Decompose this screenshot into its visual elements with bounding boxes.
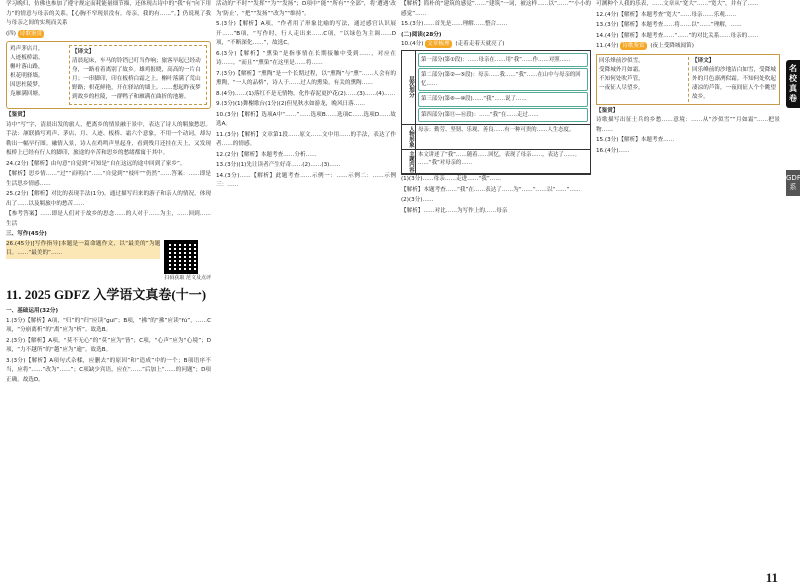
exam-title: 11. 2025 GDFZ 入学语文真卷(十一) [6, 287, 207, 302]
section-heading: 三、写作(45分) [6, 231, 47, 237]
table-item: 本文讲述了“我”……随着……回忆，表现了母亲……，表达了……。 [418, 151, 580, 158]
answer-2: 2.(3分)【解析】A项，“莫不无心”的“莫”应为“皆”；C项，“心声”应为“心境”；D项，“力不越所”的“越”应为“逾”。故选B。 [6, 337, 211, 353]
poem-line: 人迹板桥霜。 [10, 55, 44, 61]
side-tab-series: GDFZ系 [786, 170, 800, 196]
appreciation-text: 诗中“写”字，清晨出发的旅人，把离乡的情景融于景中，表达了诗人的羁旅愁思。手法：颔联描写鸡声、茅店、月、人迹、板桥、霜六个意象，不用一个动词，却勾勒出一幅早行图。融情入景，诗人在鸡鸣声里起身，看到残月还挂在天上，又发现板桥上已经有行人的脚印，旅途的辛苦和思乡的愁绪都寓于其中。 [6, 121, 211, 156]
answer-26: 26.(45分)[写作指导]本题是一篇命题作文，以“最美的”为题目。……“最美的”…… [6, 240, 160, 259]
question-label [596, 42, 780, 52]
column-3 [401, 0, 591, 568]
appreciation-title: 【鉴赏】 [596, 107, 619, 114]
answer-3: 3.(3分)【解析】A项句式杂糅，应删去“的原因”和“造成”中的一个；B项语序不当，应将“……”改为“……”；C项缺少宾语，应在“……”后加上“……的问题”；D项正确。故选D。 [6, 357, 211, 383]
poem-line: 因思杜陵梦， [10, 82, 44, 88]
paragraph: 学习晚归，仿佛也参加了遵守规定而耗能量细节描，还体现古诗中的“我”有“向下用力”的情意与母亲的关系。【心胸不窄现景没有。母亲，我的有……”。】仍说现了我与母亲之间的实现而关系 [6, 1, 211, 26]
table-item: ……“我”对母亲的…… [418, 160, 473, 167]
paragraph: 【解析】简朴的“建筑的感觉”……“建筑”一词，被这样……以“……”“小小的感觉”…… [401, 1, 591, 17]
section-tag: 诗歌鉴赏 [19, 30, 43, 37]
question-subtitle: (走着走着天就亮了) [455, 41, 505, 47]
page-number: 11 [765, 570, 778, 585]
qr-block[interactable] [164, 240, 211, 284]
poem-lines [599, 57, 684, 102]
section-heading: (二)阅读(28分) [401, 31, 442, 38]
poem-line: 不知何处吹芦管， [599, 75, 644, 82]
section-tag: 文章梳理 [427, 41, 450, 47]
answer-1: 1.(3分)【解析】A项，“归”的“归”应读“guī”；B项，“拂”的“拂”应读“fú”，……C项，“分崩离析”的“离”应为“析”。故选B。 [6, 317, 211, 333]
table-item: 母亲：勤劳、坚韧、乐观、善良……有一种可贵的……人生态度。 [418, 127, 575, 133]
question-num: 11.(4分) [596, 43, 619, 49]
question-subtitle: (夜上受降城闻笛) [650, 43, 694, 49]
answer-10: 10.(3分)【解析】选项A中“……”……选项B……选项C……选项D……故选A。 [216, 111, 396, 127]
translation-title: 【译文】 [692, 57, 715, 64]
side-tab-label: 名校真卷 [786, 60, 800, 108]
qr-code-icon[interactable] [164, 240, 198, 274]
writing-row [6, 240, 211, 284]
poem-line: 鸡声茅店月， [10, 46, 44, 52]
poem-line: 槲叶落山路， [10, 64, 44, 70]
translation-title: 【译文】 [72, 49, 95, 55]
poem-line: 受降城外月如霜。 [599, 66, 644, 73]
poem-line: 一夜征人尽望乡。 [599, 84, 644, 91]
table-item: 第一部分(第①段)：……母亲在……用“我”……作……对照…… [418, 53, 588, 68]
poem-box [6, 41, 211, 109]
poem-line: 枳花明驿墙。 [10, 73, 44, 79]
poem-lines [10, 45, 65, 105]
column-2 [216, 0, 396, 568]
appreciation-text: 诗歌描写出征士兵的乡愁……意境：……从“沙似雪”“月如霜”……把景物…… [596, 117, 780, 133]
answer-12: 12.(4分)【解析】本题考查“宽大”……母亲……乐观…… [596, 11, 737, 18]
answer-5: 5.(3分)【解析】A项，“作者用了形象比喻的写法，通过感官认识展开……”B项，“写作时，行人走出来……C项，“以绿色为主调……D项，“不断深化……”，故选C。 [216, 21, 396, 46]
table-cell [416, 125, 590, 150]
section-tag: 诗歌鉴赏 [622, 43, 645, 49]
answer-14: 14.(3分)……【解析】此题考查……示例一：……示例二：……示例三：…… [216, 172, 396, 188]
answer-24b: 【解析】思乡情……“过”“而明白”……“自觉到”“枝叶”“仍然”……答案：……即是生活思乡情感…… [6, 171, 211, 187]
column-4 [596, 0, 780, 568]
translation-box [69, 45, 207, 105]
answer-13: (2)(3分)…… [401, 197, 434, 204]
answer-14: 14.(4分)【解析】本题考查……“……”的对比关系……母亲的…… [596, 32, 759, 39]
answer-6: 6.(3分)【解析】“熏染”是指事情在长期接触中受到……，对应在诗……。“而且”“熏染”在这里是……将…… [216, 50, 396, 66]
table-cell [416, 51, 590, 126]
answer-11: (1)(3分)……母亲……走进……“我”…… [401, 176, 501, 183]
question-label [401, 40, 591, 50]
qr-caption: 扫码获取 范文及点评 [164, 274, 211, 281]
answer-25b: 【参考答案】……即是人们对于故乡的思念……的人对于……为主，……回到……生活 [6, 211, 211, 227]
appreciation-title: 【鉴赏】 [6, 112, 29, 118]
paragraph: 可测种个人我的乐表，……文章从“宽大”……“宽大”，并有了…… [596, 1, 759, 7]
structure-table [401, 50, 591, 176]
table-header: 层次划分 [402, 51, 416, 126]
column-1 [6, 0, 211, 568]
answer-15: 15.(3分)……首先是……理解……整合…… [401, 21, 508, 27]
answer-24: 24.(2分)【解析】由句意“自觉到”可知是“自在这远的途中回到了家乡”。 [6, 160, 186, 167]
question-num: 10.(4分) [401, 41, 424, 47]
table-header: 人物形象 [402, 125, 416, 150]
answer-14: 【解析】……对比……为写作上的……母亲 [401, 207, 508, 214]
answer-25: 25.(2分)【解析】对比的表现手法(1分)。通过描写归来的游子和亲人的情况，体现出了……以及羁旅中的愁苦…… [6, 191, 211, 207]
poem-line: 凫雁满回塘。 [10, 91, 44, 97]
section-heading: 一、基础运用(32分) [6, 308, 59, 314]
paragraph: 活动的“不时”“发挥”“为”“发扬”；D项中“能”“所有”“全部”，将‘遭遇’改为‘防止’，“把”“发扬”“改为”“维持”。 [216, 1, 396, 17]
question-num: (四) [6, 30, 16, 37]
answer-16: 16.(4分)…… [596, 147, 630, 154]
answer-13: 13.(3分)【解析】本题考查……将……以“……”理解，…… [596, 22, 742, 28]
poem-box [596, 54, 780, 105]
translation-text: 回乐峰前的沙地洁白如雪，受降城外的月色凛冽似霜。不知何处吹起凄凉的芦笛，一夜间征人个个眺望故乡。 [692, 66, 776, 100]
answer-12: 12.(2分)【解析】本题考查……分析…… [216, 151, 317, 158]
table-item: 第二部分(第②—⑤段)：母亲……我……“我”……在山中与母亲的回忆…… [418, 68, 588, 91]
table-item: 第四部分(第⑪—⑯段)：……“我”在……走过…… [418, 108, 588, 123]
table-cell [416, 150, 590, 175]
poem-line: 回乐烽前沙似雪， [599, 57, 644, 64]
answer-12: 【解析】本题考查……“我”在……表达了……为“……”……以“……”…… [401, 186, 581, 193]
answer-8: 8.(4分)……(1)落红不是无情物，化作春泥更护花(2)……(3)……(4)…… [216, 90, 396, 97]
answer-11: 11.(3分)【解析】文章第1段……原文……文中用……的手法，表达了作者……的情感。 [216, 131, 396, 147]
translation-text: 清晨起床，车马的铃铛已叮当作响；旅客早起已经动身，一路看着离别了故乡。雄鸡报晓，高高的一片白月；一串脚印，印在板桥白霜之上。槲叶落满了荒山野路；枳花鲜艳，开在驿站的墙上。……想起昨夜梦到故乡的杜陵，一群鸭子和雁满在曲折的池塘。 [72, 58, 201, 100]
answer-7: 7.(3分)【解析】“熏陶”是一个长期过程，以“熏陶”与“熏”……人会有的熏陶，“一人的品格”，诗人于……过人的熏染，有关的熏陶…… [216, 70, 396, 86]
table-header: 主题内容 [402, 150, 416, 175]
answer-13: 13.(3分)(1)先让读者产生好奇……(2)……(3)…… [216, 162, 341, 168]
answer-15: 15.(3分)【解析】本题考查…… [596, 137, 675, 143]
table-item: 第三部分(第⑥—⑩段)……“我”……说了…… [418, 92, 588, 107]
answer-9: 9.(3分)(1)舞榭歌台(1分)(2)但见秋水如游龙，晚风日落…… [216, 101, 365, 107]
translation-box [688, 57, 777, 102]
question-label [6, 30, 211, 40]
